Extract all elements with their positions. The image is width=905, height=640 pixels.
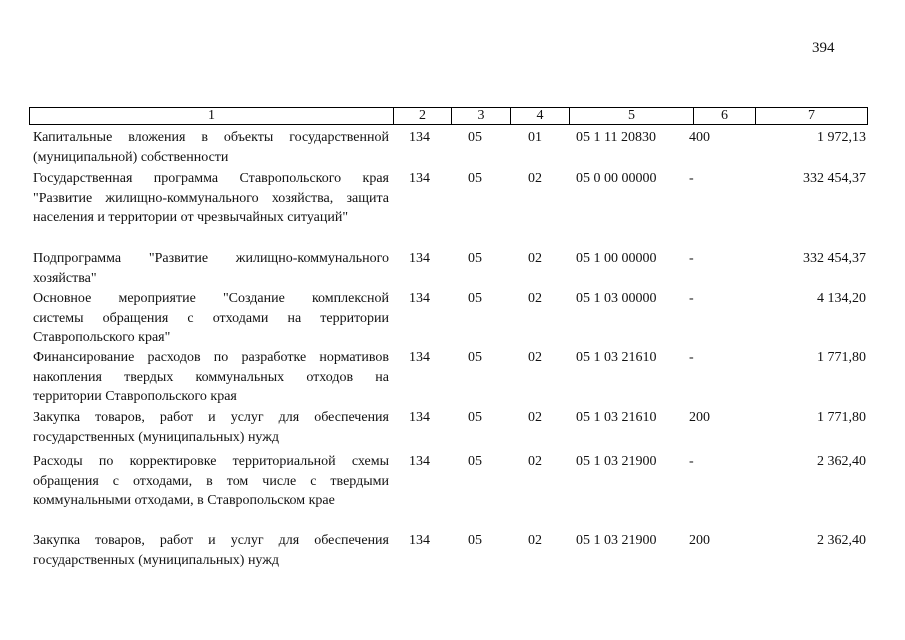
- row-name-line: государственных (муниципальных) нужд: [33, 429, 280, 445]
- column-header-4: 4: [511, 108, 570, 124]
- column-header-5: 5: [570, 108, 694, 124]
- column-header-1: 1: [30, 108, 394, 124]
- row-ministry-code: 134: [409, 454, 430, 469]
- row-name-line: Капитальные вложения в объекты государственной: [33, 130, 389, 145]
- row-name: [33, 169, 389, 228]
- row-name-line: Государственная программа Ставропольского края: [33, 171, 389, 186]
- row-name-line: накопления твердых коммунальных отходов на: [33, 369, 389, 385]
- row-name-line: территории Ставропольского края: [33, 389, 237, 404]
- row-target-article: 05 1 00 00000: [576, 251, 657, 266]
- row-expense-type: -: [689, 350, 694, 365]
- row-target-article: 05 1 03 21900: [576, 533, 657, 548]
- column-header-row: [29, 107, 868, 125]
- row-amount: 1 972,13: [817, 130, 866, 145]
- column-header-7: 7: [808, 108, 815, 123]
- column-header-6: 6: [694, 108, 756, 124]
- row-name: [33, 531, 389, 570]
- row-name-line: обращения с отходами, в том числе с твердыми: [33, 473, 389, 489]
- row-ministry-code: 134: [409, 410, 430, 425]
- row-amount: 2 362,40: [817, 454, 866, 469]
- row-section-code: 05: [468, 291, 482, 306]
- row-subsection-code: 01: [528, 130, 542, 145]
- row-ministry-code: 134: [409, 291, 430, 306]
- row-amount: 2 362,40: [817, 533, 866, 548]
- row-target-article: 05 1 03 21610: [576, 410, 657, 425]
- row-name: [33, 348, 389, 407]
- row-amount: 4 134,20: [817, 291, 866, 306]
- row-amount: 1 771,80: [817, 350, 866, 365]
- row-section-code: 05: [468, 454, 482, 469]
- row-name-line: "Развитие жилищно-коммунального хозяйства, защита: [33, 190, 389, 206]
- row-name: [33, 289, 389, 348]
- row-name-line: Основное мероприятие "Создание комплексной: [33, 291, 389, 306]
- row-expense-type: 200: [689, 410, 710, 425]
- row-name: [33, 408, 389, 447]
- row-name-line: Финансирование расходов по разработке нормативов: [33, 350, 389, 365]
- row-name-line: коммунальными отходами, в Ставропольском крае: [33, 493, 335, 508]
- row-section-code: 05: [468, 350, 482, 365]
- row-name-line: государственных (муниципальных) нужд: [33, 552, 280, 568]
- row-subsection-code: 02: [528, 533, 542, 548]
- row-name-line: (муниципальной) собственности: [33, 149, 229, 165]
- row-expense-type: -: [689, 291, 694, 306]
- row-ministry-code: 134: [409, 251, 430, 266]
- row-name-line: Ставропольского края": [33, 330, 171, 345]
- row-subsection-code: 02: [528, 350, 542, 365]
- row-section-code: 05: [468, 410, 482, 425]
- column-header-3: 3: [452, 108, 511, 124]
- row-section-code: 05: [468, 171, 482, 186]
- row-name-line: Закупка товаров, работ и услуг для обеспечения: [33, 533, 389, 548]
- row-amount: 332 454,37: [803, 251, 866, 266]
- row-name: [33, 249, 389, 288]
- row-target-article: 05 0 00 00000: [576, 171, 657, 186]
- row-subsection-code: 02: [528, 291, 542, 306]
- row-target-article: 05 1 03 21610: [576, 350, 657, 365]
- row-section-code: 05: [468, 251, 482, 266]
- row-target-article: 05 1 03 21900: [576, 454, 657, 469]
- row-name: [33, 128, 389, 167]
- row-expense-type: -: [689, 251, 694, 266]
- row-expense-type: 200: [689, 533, 710, 548]
- row-name-line: Расходы по корректировке территориальной схемы: [33, 454, 389, 469]
- row-target-article: 05 1 11 20830: [576, 130, 656, 145]
- row-target-article: 05 1 03 00000: [576, 291, 657, 306]
- row-ministry-code: 134: [409, 533, 430, 548]
- page-number: 394: [812, 40, 835, 56]
- row-subsection-code: 02: [528, 251, 542, 266]
- row-name-line: Подпрограмма "Развитие жилищно-коммунального: [33, 251, 389, 266]
- row-expense-type: -: [689, 171, 694, 186]
- row-ministry-code: 134: [409, 350, 430, 365]
- row-name-line: системы обращения с отходами на территории: [33, 310, 389, 326]
- row-section-code: 05: [468, 533, 482, 548]
- row-expense-type: -: [689, 454, 694, 469]
- row-name-line: хозяйства": [33, 270, 97, 286]
- row-name-line: Закупка товаров, работ и услуг для обеспечения: [33, 410, 389, 425]
- row-amount: 332 454,37: [803, 171, 866, 186]
- row-subsection-code: 02: [528, 410, 542, 425]
- row-name-line: населения и территории от чрезвычайных ситуаций": [33, 210, 349, 225]
- row-subsection-code: 02: [528, 171, 542, 186]
- row-section-code: 05: [468, 130, 482, 145]
- row-subsection-code: 02: [528, 454, 542, 469]
- row-amount: 1 771,80: [817, 410, 866, 425]
- row-ministry-code: 134: [409, 130, 430, 145]
- row-expense-type: 400: [689, 130, 710, 145]
- row-name: [33, 452, 389, 511]
- column-header-2: 2: [394, 108, 452, 124]
- row-ministry-code: 134: [409, 171, 430, 186]
